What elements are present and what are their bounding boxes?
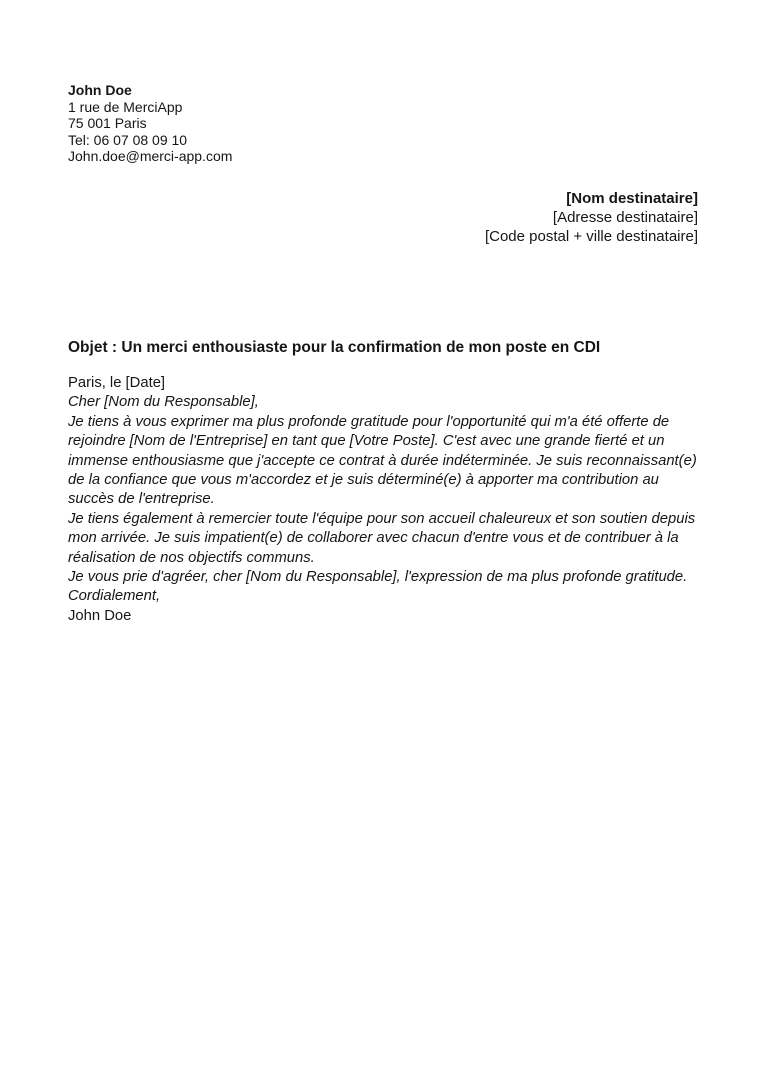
sender-name: John Doe bbox=[68, 82, 132, 98]
subject-line: Objet : Un merci enthousiaste pour la confirmation de mon poste en CDI bbox=[68, 338, 601, 356]
signature: John Doe bbox=[68, 607, 132, 624]
salutation: Cher [Nom du Responsable], bbox=[68, 394, 259, 411]
sender-address-line2: 75 001 Paris bbox=[68, 115, 147, 132]
date-line: Paris, le [Date] bbox=[68, 374, 166, 391]
closing-line: Je vous prie d'agréer, cher [Nom du Responsable], l'expression de ma plus profonde gratitude. bbox=[68, 569, 688, 586]
paragraph-1: Je tiens à vous exprimer ma plus profonde gratitude pour l'opportunité qui m'a été offerte de rejoindre [Nom de l'Entreprise] en tant que [Votre Poste]. C'est avec une grande fierté et un immense enthousiasme que j'accepte ce contrat à durée indéterminée. Je suis reconnaissant(e) de la confiance que vous m'accordez et je suis déterminé(e) à apporter ma contribution au succès de l'entreprise. bbox=[68, 413, 697, 508]
sender-address-line1: 1 rue de MerciApp bbox=[68, 98, 183, 115]
sender-email: John.doe@merci-app.com bbox=[68, 148, 233, 165]
signoff: Cordialement, bbox=[68, 588, 161, 605]
sender-phone: Tel: 06 07 08 09 10 bbox=[68, 131, 188, 148]
recipient-name: [Nom destinataire] bbox=[566, 189, 698, 207]
recipient-postal-city: [Code postal + ville destinataire] bbox=[484, 227, 698, 245]
sender-block bbox=[68, 82, 698, 165]
paragraph-2: Je tiens également à remercier toute l'équipe pour son accueil chaleureux et son soutien depuis mon arrivée. Je suis impatient(e) de collaborer avec chacun d'entre vous et de contribuer à la réalisation de nos objectifs communs. bbox=[68, 510, 696, 566]
letter-body bbox=[68, 374, 704, 626]
recipient-address: [Adresse destinataire] bbox=[552, 208, 698, 226]
recipient-block bbox=[68, 189, 698, 246]
